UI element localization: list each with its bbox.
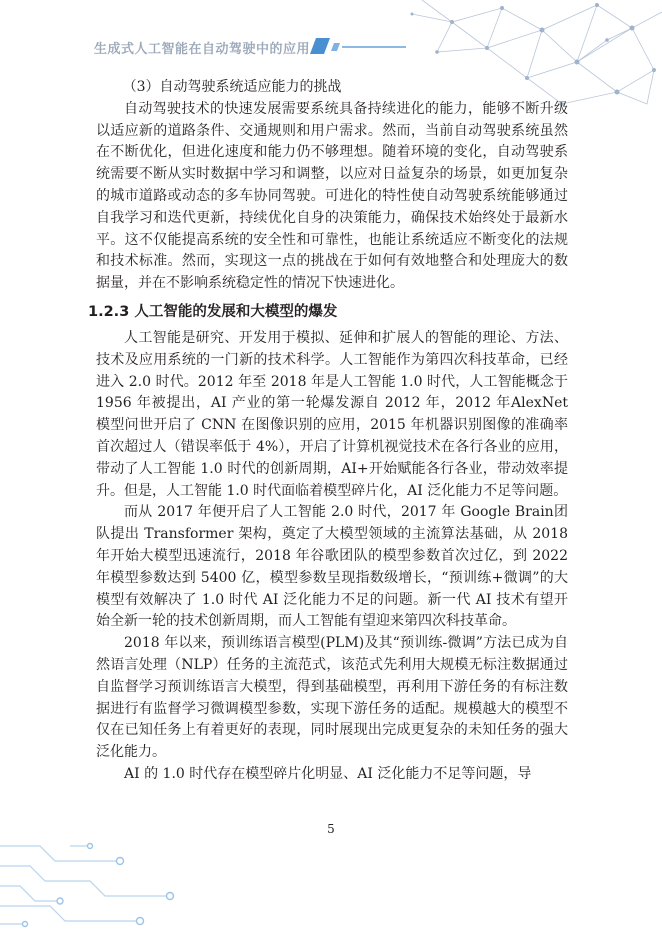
section-heading: 1.2.3 人工智能的发展和大模型的爆发 (88, 303, 338, 320)
body-paragraph: 而从 2017 年便开启了人工智能 2.0 时代，2017 年 Google Brain团队提出 Transformer 架构，奠定了大模型领域的主流算法基础，从 2018 年开始大模型迅速流行，2018 年谷歌团队的模型参数首次过亿，到 2022 年模型参数达到 5400 亿，模型参数呈现指数级增长，“预训练+微调”的大模型有效解决了 1.0 时代 AI 泛化能力不足的问题。新一代 AI 技术有望开始全新一轮的技术创新周期，而人工智能有望迎来第四次科技革命。 (96, 504, 568, 630)
running-header: 生成式人工智能在自动驾驶中的应用 (94, 42, 311, 57)
body-paragraph: 自动驾驶技术的快速发展需要系统具备持续进化的能力，能够不断升级以适应新的道路条件、交通规则和用户需求。然而，当前自动驾驶系统虽然在不断优化，但进化速度和能力仍不够理想。随着环境的变化，自动驾驶系统需要不断从实时数据中学习和调整，以应对日益复杂的场景，如更加复杂的城市道路或动态的多车协同驾驶。可进化的特性使自动驾驶系统能够通过自我学习和迭代更新，持续优化自身的决策能力，确保技术始终处于最新水平。这不仅能提高系统的安全性和可靠性，也能让系统适应不断变化的法规和技术标准。然而，实现这一点的挑战在于如何有效地整合和处理庞大的数据量，并在不影响系统稳定性的情况下快速进化。 (96, 100, 568, 292)
page-number: 5 (327, 822, 335, 836)
subsection-heading: （3）自动驾驶系统适应能力的挑战 (122, 79, 342, 95)
page-body (88, 77, 568, 786)
body-paragraph: AI 的 1.0 时代存在模型碎片化明显、AI 泛化能力不足等问题，导 (124, 765, 532, 782)
body-paragraph: 人工智能是研究、开发用于模拟、延伸和扩展人的智能的理论、方法、技术及应用系统的一门新的技术科学。人工智能作为第四次科技革命，已经进入 2.0 时代。2012 年至 2018 年是人工智能 1.0 时代，人工智能概念于 1956 年被提出，AI 产业的第一轮爆发源自 2012 年，2012 年AlexNet 模型问世开启了 CNN 在图像识别的应用，2015 年机器识别图像的准确率首次超过人（错误率低于 4%），开启了计算机视觉技术在各行各业的应用，带动了人工智能 1.0 时代的创新周期，AI+开始赋能各行各业，带动效率提升。但是，人工智能 1.0 时代面临着模型碎片化，AI 泛化能力不足等问题。 (96, 329, 568, 499)
header-accent-icon (310, 36, 406, 56)
circuit-decoration (0, 806, 260, 936)
body-paragraph: 2018 年以来，预训练语言模型(PLM)及其“预训练-微调”方法已成为自然语言处理（NLP）任务的主流范式，该范式先利用大规模无标注数据通过自监督学习预训练语言大模型，得到基础模型，再利用下游任务的有标注数据进行有监督学习微调模型参数，实现下游任务的适配。规模越大的模型不仅在已知任务上有着更好的表现，同时展现出完成更复杂的未知任务的强大泛化能力。 (96, 635, 568, 761)
